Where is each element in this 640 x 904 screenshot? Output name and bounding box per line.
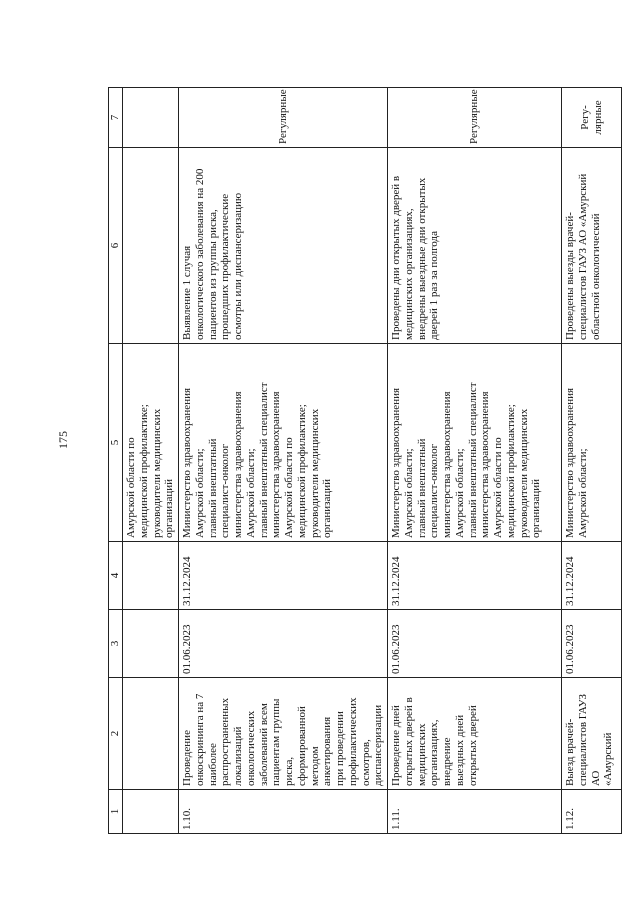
executors-cell: Министерство здравоохранения Амурской области; главный внештатный специалист-онколог министерства здравоохранения Амурской области; главный внештатный специалист министерства здравоохранения Амурской области по медицинской профилактике; руководители медицинских организаций bbox=[388, 344, 562, 542]
rotated-table-container bbox=[108, 88, 615, 834]
plan-table bbox=[108, 87, 622, 834]
col-number-6: 6 bbox=[109, 148, 123, 344]
periodicity-cell: Регулярные bbox=[179, 88, 388, 148]
row-number: 1.12. bbox=[562, 790, 622, 834]
result-cell: Выявление 1 случая онкологического заболевания на 200 пациентов из группы риска, прошедших профилактические осмотры или диспансеризацию bbox=[179, 148, 388, 344]
periodicity-cell: Регулярные bbox=[388, 88, 562, 148]
event-cell: Выезд врачей- специалистов ГАУЗ АО «Амурский bbox=[562, 678, 622, 790]
row-number: 1.10. bbox=[179, 790, 388, 834]
continuation-executors: Амурской области по медицинской профилактике; руководители медицинских организаций bbox=[123, 344, 179, 542]
row-number: 1.11. bbox=[388, 790, 562, 834]
event-cell: Проведение онкоскрининга на 7 наиболее распространенных локализаций онкологических заболеваний всем пациентам группы риска, сформированной методом анкетирования при проведении профилактических осмотров, диспансеризации bbox=[179, 678, 388, 790]
start-date-cell: 01.06.2023 bbox=[562, 610, 622, 678]
table-row bbox=[388, 88, 562, 834]
col-number-2: 2 bbox=[109, 678, 123, 790]
end-date-cell: 31.12.2024 bbox=[388, 542, 562, 610]
end-date-cell: 31.12.2024 bbox=[562, 542, 622, 610]
result-cell: Проведены дни открытых дверей в медицинских организациях, внедрены выездные дни открытых дверей 1 раз за полгода bbox=[388, 148, 562, 344]
start-date-cell: 01.06.2023 bbox=[388, 610, 562, 678]
col-number-5: 5 bbox=[109, 344, 123, 542]
continuation-row bbox=[123, 88, 179, 834]
table-row bbox=[179, 88, 388, 834]
col-number-4: 4 bbox=[109, 542, 123, 610]
executors-cell: Министерство здравоохранения Амурской области; bbox=[562, 344, 622, 542]
table-row bbox=[562, 88, 622, 834]
event-cell: Проведение дней открытых дверей в медицинских организациях, внедрение выездных дней открытых дверей bbox=[388, 678, 562, 790]
executors-cell: Министерство здравоохранения Амурской области; главный внештатный специалист-онколог министерства здравоохранения Амурской области; главный внештатный специалист министерства здравоохранения Амурской области по медицинской профилактике; руководители медицинских организаций bbox=[179, 344, 388, 542]
table-header-row bbox=[109, 88, 123, 834]
periodicity-cell: Регу- лярные bbox=[562, 88, 622, 148]
page-number: 175 bbox=[56, 431, 70, 449]
result-cell: Проведены выезды врачей- специалистов ГАУЗ АО «Амурский областной онкологический bbox=[562, 148, 622, 344]
col-number-7: 7 bbox=[109, 88, 123, 148]
start-date-cell: 01.06.2023 bbox=[179, 610, 388, 678]
col-number-1: 1 bbox=[109, 790, 123, 834]
col-number-3: 3 bbox=[109, 610, 123, 678]
end-date-cell: 31.12.2024 bbox=[179, 542, 388, 610]
